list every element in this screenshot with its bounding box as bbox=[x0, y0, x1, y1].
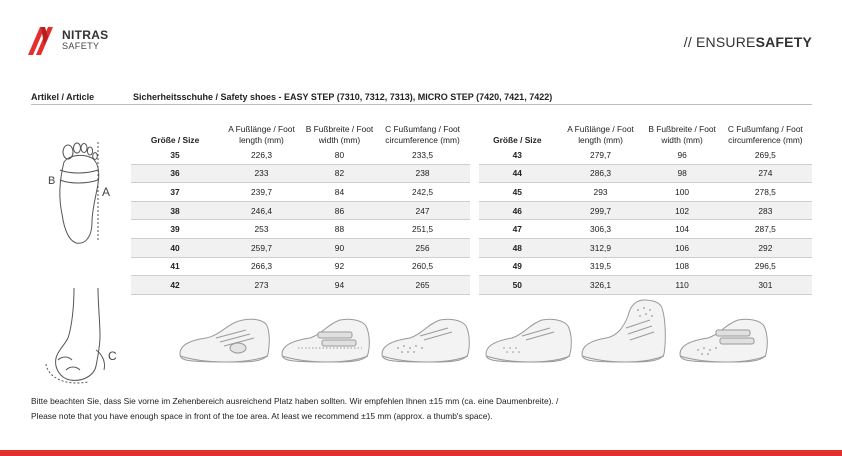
foot-width-cell: 86 bbox=[304, 201, 375, 220]
header-foot-width bbox=[304, 120, 375, 146]
foot-width-cell: 108 bbox=[645, 257, 718, 276]
header-size: Größe / Size bbox=[150, 135, 200, 145]
table-row bbox=[479, 220, 812, 239]
foot-length-cell: 286,3 bbox=[556, 164, 646, 183]
header-a-line1: A Fußlänge / Foot bbox=[567, 124, 634, 134]
header-c-line2: circumference (mm) bbox=[385, 135, 460, 145]
foot-circumference-cell: 247 bbox=[375, 201, 470, 220]
size-cell: 44 bbox=[479, 164, 556, 183]
foot-circumference-cell: 269,5 bbox=[719, 146, 812, 164]
foot-circumference-cell: 260,5 bbox=[375, 257, 470, 276]
size-cell: 47 bbox=[479, 220, 556, 239]
foot-length-cell: 306,3 bbox=[556, 220, 646, 239]
table-row bbox=[131, 276, 470, 295]
size-table-left bbox=[131, 120, 470, 295]
foot-length-cell: 226,3 bbox=[219, 146, 304, 164]
label-c: C bbox=[108, 349, 117, 363]
foot-length-cell: 246,4 bbox=[219, 201, 304, 220]
header-size: Größe / Size bbox=[493, 135, 542, 145]
foot-width-cell: 90 bbox=[304, 238, 375, 257]
foot-circumference-cell: 274 bbox=[719, 164, 812, 183]
shoe-low-perforated-icon bbox=[378, 310, 474, 368]
header-b-line1: B Fußbreite / Foot bbox=[648, 124, 716, 134]
shoe-low-velcro-icon bbox=[278, 310, 374, 368]
size-cell: 43 bbox=[479, 146, 556, 164]
size-cell: 37 bbox=[131, 183, 219, 202]
foot-width-cell: 92 bbox=[304, 257, 375, 276]
size-cell: 36 bbox=[131, 164, 219, 183]
foot-circumference-cell: 296,5 bbox=[719, 257, 812, 276]
header-c-line1: C Fußumfang / Foot bbox=[385, 124, 460, 134]
foot-width-cell: 102 bbox=[645, 201, 718, 220]
table-row bbox=[131, 164, 470, 183]
article-label: Artikel / Article bbox=[31, 92, 95, 102]
header-b-line2: width (mm) bbox=[318, 135, 361, 145]
slogan-bold: SAFETY bbox=[755, 34, 812, 50]
shoe-high-boot-icon bbox=[578, 296, 672, 368]
table-row bbox=[479, 276, 812, 295]
foot-length-cell: 266,3 bbox=[219, 257, 304, 276]
foot-side-diagram-icon bbox=[36, 286, 126, 386]
size-cell: 35 bbox=[131, 146, 219, 164]
table-row bbox=[479, 257, 812, 276]
foot-width-cell: 84 bbox=[304, 183, 375, 202]
size-cell: 45 bbox=[479, 183, 556, 202]
foot-width-cell: 82 bbox=[304, 164, 375, 183]
header-foot-width bbox=[645, 120, 718, 146]
brand-sub: SAFETY bbox=[62, 41, 100, 51]
header-foot-circumference bbox=[375, 120, 470, 146]
label-b: B bbox=[48, 175, 56, 187]
table-row bbox=[479, 164, 812, 183]
header-a-line2: length (mm) bbox=[578, 135, 623, 145]
foot-circumference-cell: 292 bbox=[719, 238, 812, 257]
foot-circumference-cell: 287,5 bbox=[719, 220, 812, 239]
foot-width-cell: 88 bbox=[304, 220, 375, 239]
foot-circumference-cell: 301 bbox=[719, 276, 812, 295]
table-row bbox=[131, 146, 470, 164]
foot-length-cell: 279,7 bbox=[556, 146, 646, 164]
article-value: Sicherheitsschuhe / Safety shoes - EASY STEP (7310, 7312, 7313), MICRO STEP (7420, 7421, 7422) bbox=[133, 92, 553, 102]
nitras-logo-icon bbox=[28, 27, 58, 55]
size-cell: 50 bbox=[479, 276, 556, 295]
slogan bbox=[684, 34, 812, 50]
header-b-line2: width (mm) bbox=[661, 135, 703, 145]
shoe-low-lace-icon bbox=[176, 310, 274, 368]
size-cell: 39 bbox=[131, 220, 219, 239]
foot-width-cell: 94 bbox=[304, 276, 375, 295]
foot-width-cell: 80 bbox=[304, 146, 375, 164]
shoe-low-mesh-icon bbox=[482, 310, 574, 368]
foot-circumference-cell: 283 bbox=[719, 201, 812, 220]
table-row bbox=[479, 238, 812, 257]
foot-length-cell: 239,7 bbox=[219, 183, 304, 202]
foot-length-cell: 259,7 bbox=[219, 238, 304, 257]
foot-width-cell: 98 bbox=[645, 164, 718, 183]
size-cell: 46 bbox=[479, 201, 556, 220]
foot-length-cell: 319,5 bbox=[556, 257, 646, 276]
shoe-low-velcro-perforated-icon bbox=[676, 310, 772, 368]
foot-circumference-cell: 251,5 bbox=[375, 220, 470, 239]
header-foot-length bbox=[219, 120, 304, 146]
foot-circumference-cell: 233,5 bbox=[375, 146, 470, 164]
slogan-prefix: // ENSURE bbox=[683, 34, 756, 50]
foot-width-cell: 104 bbox=[645, 220, 718, 239]
foot-circumference-cell: 278,5 bbox=[719, 183, 812, 202]
article-divider bbox=[31, 104, 812, 105]
header-c-line2: circumference (mm) bbox=[728, 135, 803, 145]
header-foot-circumference bbox=[719, 120, 812, 146]
foot-length-cell: 293 bbox=[556, 183, 646, 202]
foot-length-cell: 233 bbox=[219, 164, 304, 183]
note-german: Bitte beachten Sie, dass Sie vorne im Zehenbereich ausreichend Platz haben sollten. Wir empfehlen Ihnen ±15 mm (ca. eine Daumenbreite). / bbox=[31, 396, 559, 406]
size-cell: 42 bbox=[131, 276, 219, 295]
foot-length-cell: 312,9 bbox=[556, 238, 646, 257]
size-cell: 48 bbox=[479, 238, 556, 257]
foot-length-cell: 253 bbox=[219, 220, 304, 239]
table-row bbox=[479, 201, 812, 220]
size-cell: 41 bbox=[131, 257, 219, 276]
table-row bbox=[131, 257, 470, 276]
foot-circumference-cell: 242,5 bbox=[375, 183, 470, 202]
header-foot-length bbox=[556, 120, 646, 146]
brand-name: NITRAS bbox=[62, 28, 109, 42]
foot-length-cell: 299,7 bbox=[556, 201, 646, 220]
foot-circumference-cell: 238 bbox=[375, 164, 470, 183]
foot-width-cell: 110 bbox=[645, 276, 718, 295]
table-row bbox=[131, 183, 470, 202]
foot-sole-diagram-icon bbox=[40, 136, 120, 248]
table-row bbox=[131, 238, 470, 257]
note-english: Please note that you have enough space in front of the toe area. At least we recommend ±15 mm (approx. a thumb's space). bbox=[31, 411, 493, 421]
size-cell: 49 bbox=[479, 257, 556, 276]
header-c-line1: C Fußumfang / Foot bbox=[727, 124, 803, 134]
size-cell: 38 bbox=[131, 201, 219, 220]
table-row bbox=[131, 220, 470, 239]
foot-circumference-cell: 265 bbox=[375, 276, 470, 295]
foot-circumference-cell: 256 bbox=[375, 238, 470, 257]
table-row bbox=[131, 201, 470, 220]
table-row bbox=[479, 146, 812, 164]
table-row bbox=[479, 183, 812, 202]
foot-length-cell: 273 bbox=[219, 276, 304, 295]
label-a: A bbox=[102, 185, 111, 199]
foot-length-cell: 326,1 bbox=[556, 276, 646, 295]
foot-width-cell: 100 bbox=[645, 183, 718, 202]
header-b-line1: B Fußbreite / Foot bbox=[305, 124, 374, 134]
bottom-accent-bar bbox=[0, 450, 842, 456]
foot-width-cell: 96 bbox=[645, 146, 718, 164]
foot-width-cell: 106 bbox=[645, 238, 718, 257]
size-cell: 40 bbox=[131, 238, 219, 257]
size-table-right bbox=[479, 120, 812, 295]
header-a-line1: A Fußlänge / Foot bbox=[228, 124, 295, 134]
header-a-line2: length (mm) bbox=[239, 135, 284, 145]
